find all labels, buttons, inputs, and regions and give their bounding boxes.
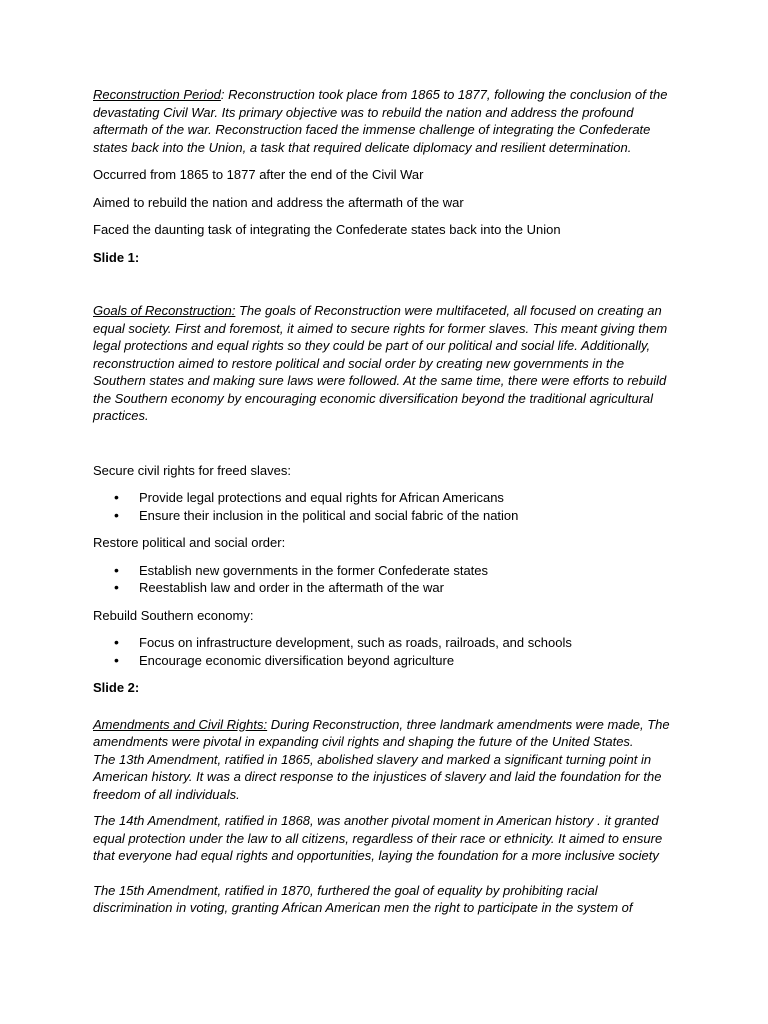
- list-item: • Encourage economic diversification beyond agriculture: [93, 652, 673, 670]
- list-item: • Reestablish law and order in the aftermath of the war: [93, 579, 673, 597]
- slide-2-label: Slide 2:: [93, 680, 140, 695]
- list-item: • Establish new governments in the former Confederate states: [93, 562, 673, 580]
- reconstruction-period-paragraph: [93, 86, 673, 156]
- list-item: • Provide legal protections and equal rights for African Americans: [93, 489, 673, 507]
- summary-line-aim: Aimed to rebuild the nation and address the aftermath of the war: [93, 194, 464, 210]
- list-item: • Focus on infrastructure development, such as roads, railroads, and schools: [93, 634, 673, 652]
- fourteenth-amendment-paragraph: The 14th Amendment, ratified in 1868, was another pivotal moment in American history . it granted equal protection under the law to all citizens, regardless of their race or ethnicity. It aimed to ensure that everyone had equal rights and opportunities, laying the foundation for a more inclusive society: [93, 813, 663, 863]
- reconstruction-period-text: : Reconstruction took place from 1865 to 1877, following the conclusion of the devastating Civil War. Its primary objective was to rebuild the nation and address the profound aftermath of the war. Reconstruction faced the immense challenge of integrating the Confederate states back into the Union, a task that required delicate diplomacy and resilient determination.: [93, 87, 668, 155]
- list-item: • Ensure their inclusion in the political and social fabric of the nation: [93, 507, 673, 525]
- document-body: [93, 86, 673, 917]
- political-order-list: [93, 562, 673, 597]
- fifteenth-amendment-paragraph: The 15th Amendment, ratified in 1870, furthered the goal of equality by prohibiting racial discrimination in voting, granting African American men the right to participate in the system of: [93, 882, 633, 915]
- page-bottom-margin: [0, 928, 768, 1024]
- amendments-intro-text: During Reconstruction, three landmark amendments were made, The amendments were pivotal in expanding civil rights and shaping the future of the United States.: [93, 716, 670, 749]
- group-title-political-order: Restore political and social order:: [93, 535, 286, 550]
- civil-rights-list: [93, 489, 673, 524]
- reconstruction-period-heading: Reconstruction Period: [93, 87, 221, 102]
- summary-line-dates: Occurred from 1865 to 1877 after the end of the Civil War: [93, 167, 424, 182]
- amendments-heading: Amendments and Civil Rights:: [93, 716, 268, 732]
- slide-1-label: Slide 1:: [93, 249, 140, 265]
- goals-heading: Goals of Reconstruction:: [93, 303, 236, 318]
- goals-paragraph: [93, 302, 673, 425]
- summary-line-task: Faced the daunting task of integrating the Confederate states back into the Union: [93, 222, 561, 237]
- group-title-civil-rights: Secure civil rights for freed slaves:: [93, 462, 291, 478]
- amendments-paragraph: [93, 716, 673, 751]
- goals-text: The goals of Reconstruction were multifaceted, all focused on creating an equal society. First and foremost, it aimed to secure rights for former slaves. This meant giving them legal protections and equal rights so they could be part of our political and social life. Additionally, reconstruction aimed to restore political and social order by creating new governments in the Southern states and making sure laws were followed. At the same time, there were efforts to rebuild the Southern economy by encouraging economic diversification beyond the traditional agricultural practices.: [93, 303, 668, 423]
- group-title-economy: Rebuild Southern economy:: [93, 607, 254, 623]
- economy-list: [93, 634, 673, 669]
- thirteenth-amendment-paragraph: The 13th Amendment, ratified in 1865, abolished slavery and marked a significant turning point in American history. It was a direct response to the injustices of slavery and laid the foundation for the freedom of all individuals.: [93, 751, 662, 802]
